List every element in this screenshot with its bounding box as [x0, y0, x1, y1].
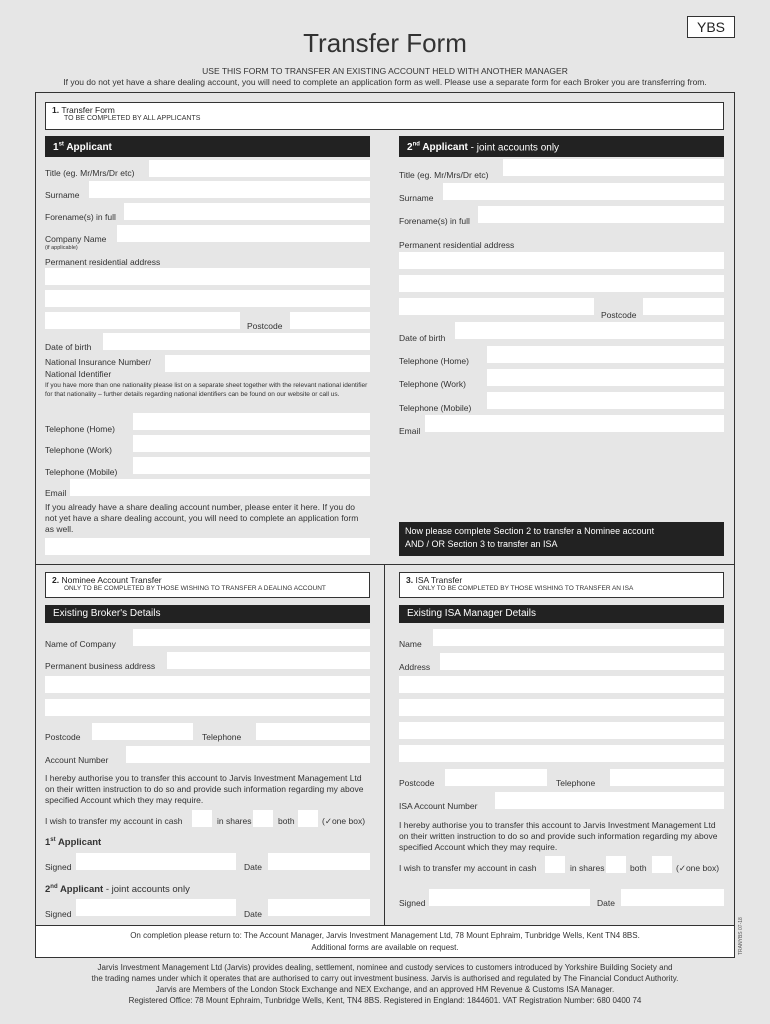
- a2-address-line1[interactable]: [399, 252, 724, 269]
- a1-email-label: Email: [45, 488, 67, 498]
- a1-tel-work-field[interactable]: [133, 435, 370, 452]
- s2-applicant2-heading: 2nd Applicant - joint accounts only: [45, 884, 190, 896]
- s2-postcode-label: Postcode: [45, 732, 81, 742]
- a2-postcode-label: Postcode: [601, 310, 637, 320]
- section1-number: 1.: [52, 105, 60, 115]
- s3-signed-label: Signed: [399, 898, 426, 908]
- a2-title-label: Title (eg. Mr/Mrs/Dr etc): [399, 170, 489, 180]
- form-instruction: If you do not yet have a share dealing account, you will need to complete an application form as well. Please use a separate form for each Broker you are transferring from.: [63, 77, 707, 87]
- s2-signed-label: Signed: [45, 862, 72, 872]
- s3-address-line5[interactable]: [399, 745, 724, 762]
- s3-isa-account-field[interactable]: [495, 792, 724, 809]
- a1-tel-mobile-field[interactable]: [133, 457, 370, 474]
- form-title: Transfer Form: [303, 28, 467, 58]
- s3-both-checkbox[interactable]: [652, 856, 672, 873]
- a1-existing-account-note: If you already have a share dealing account number, please enter it here. If you do not yet have a share dealing account, you will need to complete an application form as well.: [45, 502, 359, 534]
- section2-header: 2. Nominee Account Transfer ONLY TO BE COMPLETED BY THOSE WISHING TO TRANSFER A DEALING ACCOUNT: [45, 572, 370, 598]
- s2-telephone-label: Telephone: [202, 732, 242, 742]
- s2-signed2-field[interactable]: [76, 899, 236, 916]
- s2-date2-label: Date: [244, 909, 262, 919]
- a1-address-line1[interactable]: [45, 268, 370, 285]
- applicant1-heading: 1st Applicant: [45, 136, 370, 157]
- a2-title-field[interactable]: [503, 159, 724, 176]
- a1-company-label: Company Name: [45, 234, 107, 244]
- s3-authorise-text: I hereby authorise you to transfer this account to Jarvis Investment Management Ltd on their written instruction to do so and provide such information regarding my above specified Account which they may require.: [399, 820, 718, 852]
- section2-bar: Existing Broker's Details: [45, 605, 370, 623]
- s2-date2-field[interactable]: [268, 899, 370, 916]
- s2-company-label: Name of Company: [45, 639, 116, 649]
- s2-address-label: Permanent business address: [45, 661, 156, 671]
- a2-tel-mobile-field[interactable]: [487, 392, 724, 409]
- section-divider: [35, 564, 735, 565]
- a1-ni-field[interactable]: [165, 355, 370, 372]
- a2-postcode-field[interactable]: [643, 298, 724, 315]
- section1-header: [45, 102, 724, 130]
- s3-both-label: both: [630, 863, 647, 873]
- a1-dob-field[interactable]: [103, 333, 370, 350]
- a1-tel-home-label: Telephone (Home): [45, 424, 115, 434]
- a1-nationality-note: If you have more than one nationality please list on a separate sheet together with the relevant national identifier for that nationality – further details regarding national identifiers can be found on our website or call us.: [45, 382, 368, 398]
- s2-telephone-field[interactable]: [256, 723, 370, 740]
- s2-signed2-label: Signed: [45, 909, 72, 919]
- s3-address-line1[interactable]: [440, 653, 724, 670]
- return-address-line: On completion please return to: The Account Manager, Jarvis Investment Management Ltd, 78 Mount Ephraim, Tunbridge Wells, Kent TN4 8BS.: [130, 931, 640, 940]
- section1-title: Transfer Form: [61, 105, 115, 115]
- a2-tel-work-label: Telephone (Work): [399, 379, 466, 389]
- s2-wish-label: I wish to transfer my account in cash: [45, 816, 183, 826]
- section3-bar: Existing ISA Manager Details: [399, 605, 724, 623]
- a1-address-label: Permanent residential address: [45, 257, 161, 267]
- a1-address-line3[interactable]: [45, 312, 240, 329]
- section1-subtitle: TO BE COMPLETED BY ALL APPLICANTS: [64, 115, 201, 122]
- s3-one-box-note: (✓one box): [676, 863, 720, 873]
- a1-ni-label-2: National Identifier: [45, 369, 112, 379]
- form-code: TRANYBS 07-18: [738, 917, 744, 955]
- s3-address-line3[interactable]: [399, 699, 724, 716]
- s2-address-line2[interactable]: [45, 676, 370, 693]
- s3-signed-field[interactable]: [429, 889, 590, 906]
- ybs-logo-badge: YBS: [687, 16, 735, 38]
- s2-postcode-field[interactable]: [92, 723, 193, 740]
- a2-tel-home-label: Telephone (Home): [399, 356, 469, 366]
- legal-text: Jarvis Investment Management Ltd (Jarvis) provides dealing, settlement, nominee and custody services to customers introduced by Yorkshire Building Society and the trading names under which it operates that are authorised to carry out investment business. Jarvis is authorised and regulated by The Financial Conduct Authority. Jarvis are Members of the London Stock Exchange and NEX Exchange, and an approved HM Revenue & Customs ISA Manager. Registered Office: 78 Mount Ephraim, Tunbridge Wells, Kent, TN4 8BS. Registered in England: 1844601. VAT Registration Number: 680 0400 74: [91, 963, 679, 1005]
- a2-email-label: Email: [399, 426, 421, 436]
- s3-shares-checkbox[interactable]: [606, 856, 626, 873]
- a2-tel-mobile-label: Telephone (Mobile): [399, 403, 472, 413]
- s2-cash-checkbox[interactable]: [192, 810, 212, 827]
- a2-surname-label: Surname: [399, 193, 434, 203]
- a1-tel-mobile-label: Telephone (Mobile): [45, 467, 118, 477]
- s3-address-label: Address: [399, 662, 431, 672]
- a1-address-line2[interactable]: [45, 290, 370, 307]
- return-address-box: [35, 926, 735, 958]
- a1-postcode-label: Postcode: [247, 321, 283, 331]
- section3-header: 3. ISA Transfer ONLY TO BE COMPLETED BY THOSE WISHING TO TRANSFER AN ISA: [399, 572, 724, 598]
- s2-shares-label: in shares: [217, 816, 252, 826]
- a1-surname-label: Surname: [45, 190, 80, 200]
- s2-both-checkbox[interactable]: [298, 810, 318, 827]
- a1-forenames-field[interactable]: [124, 203, 370, 220]
- s2-account-label: Account Number: [45, 755, 109, 765]
- a2-address-line3[interactable]: [399, 298, 594, 315]
- a1-ni-label-1: National Insurance Number/: [45, 357, 151, 367]
- a1-tel-work-label: Telephone (Work): [45, 445, 112, 455]
- a1-postcode-field[interactable]: [290, 312, 370, 329]
- s3-cash-checkbox[interactable]: [545, 856, 565, 873]
- s3-name-label: Name: [399, 639, 422, 649]
- a2-address-label: Permanent residential address: [399, 240, 515, 250]
- a1-dob-label: Date of birth: [45, 342, 92, 352]
- next-steps-note: Now please complete Section 2 to transfer a Nominee account AND / OR Section 3 to transfer an ISA: [399, 522, 724, 556]
- a1-forenames-label: Forename(s) in full: [45, 212, 116, 222]
- a1-existing-account-field[interactable]: [45, 538, 370, 555]
- s2-address-line3[interactable]: [45, 699, 370, 716]
- s3-date-field[interactable]: [621, 889, 724, 906]
- s2-date-label: Date: [244, 862, 262, 872]
- s3-shares-label: in shares: [570, 863, 605, 873]
- s2-applicant1-heading: 1st Applicant: [45, 837, 102, 849]
- s2-date-field[interactable]: [268, 853, 370, 870]
- a2-tel-home-field[interactable]: [487, 346, 724, 363]
- a2-dob-field[interactable]: [455, 322, 724, 339]
- form-subtitle: USE THIS FORM TO TRANSFER AN EXISTING ACCOUNT HELD WITH ANOTHER MANAGER: [202, 66, 568, 76]
- a1-email-field[interactable]: [70, 479, 370, 496]
- a2-dob-label: Date of birth: [399, 333, 446, 343]
- a2-tel-work-field[interactable]: [487, 369, 724, 386]
- column-divider: [384, 564, 385, 926]
- s3-postcode-label: Postcode: [399, 778, 435, 788]
- a2-address-line2[interactable]: [399, 275, 724, 292]
- a2-email-field[interactable]: [425, 415, 724, 432]
- s3-postcode-field[interactable]: [445, 769, 547, 786]
- s3-isa-account-label: ISA Account Number: [399, 801, 478, 811]
- s3-telephone-label: Telephone: [556, 778, 596, 788]
- a1-tel-home-field[interactable]: [133, 413, 370, 430]
- applicant2-heading: 2nd Applicant - joint accounts only: [399, 136, 724, 157]
- a2-surname-field[interactable]: [443, 183, 724, 200]
- s3-address-line2[interactable]: [399, 676, 724, 693]
- a2-forenames-field[interactable]: [478, 206, 724, 223]
- a1-title-field[interactable]: [149, 160, 370, 177]
- a1-company-field[interactable]: [117, 225, 370, 242]
- s2-authorise-text: I hereby authorise you to transfer this account to Jarvis Investment Management Ltd on their written instruction to do so and provide such information regarding my above specified Account which they may require.: [45, 773, 364, 805]
- s2-shares-checkbox[interactable]: [253, 810, 273, 827]
- s2-account-field[interactable]: [126, 746, 370, 763]
- s3-date-label: Date: [597, 898, 615, 908]
- a1-title-label: Title (eg. Mr/Mrs/Dr etc): [45, 168, 135, 178]
- additional-forms-line: Additional forms are available on request.: [311, 943, 459, 952]
- a1-surname-field[interactable]: [89, 181, 370, 198]
- s3-telephone-field[interactable]: [610, 769, 724, 786]
- s2-signed-field[interactable]: [76, 853, 236, 870]
- s2-address-line1[interactable]: [167, 652, 370, 669]
- s2-company-field[interactable]: [133, 629, 370, 646]
- s3-name-field[interactable]: [433, 629, 724, 646]
- s2-both-label: both: [278, 816, 295, 826]
- a2-forenames-label: Forename(s) in full: [399, 216, 470, 226]
- a1-company-note: (if applicable): [45, 245, 78, 251]
- s3-wish-label: I wish to transfer my account in cash: [399, 863, 537, 873]
- s3-address-line4[interactable]: [399, 722, 724, 739]
- s2-one-box-note: (✓one box): [322, 816, 366, 826]
